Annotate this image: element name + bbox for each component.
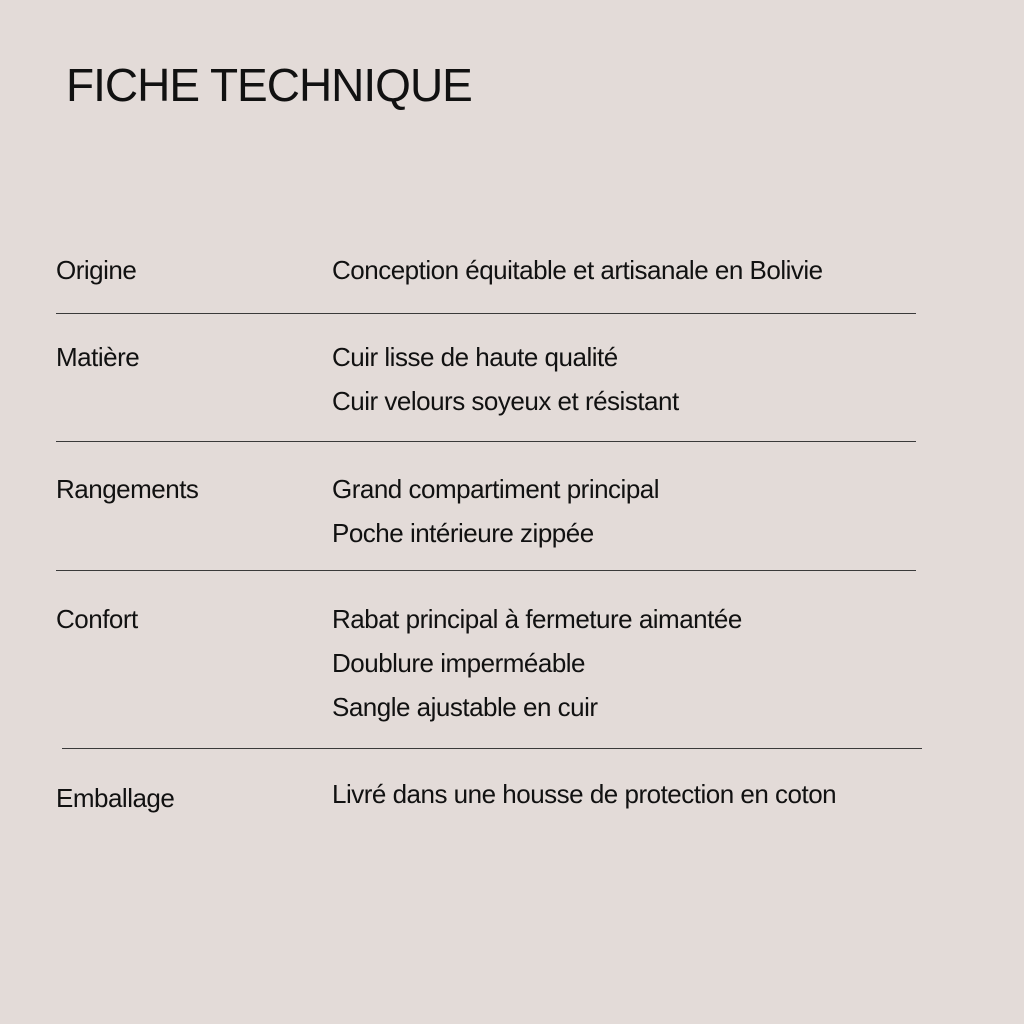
spec-values-emballage (332, 772, 836, 816)
spec-value: Conception équitable et artisanale en Bolivie (332, 255, 823, 285)
spec-label-origine: Origine (56, 255, 137, 285)
spec-values-rangements (332, 467, 659, 555)
spec-values-origine (332, 248, 823, 292)
divider (56, 313, 916, 314)
spec-value: Livré dans une housse de protection en coton (332, 779, 837, 809)
spec-label-confort: Confort (56, 604, 138, 634)
spec-values-matiere (332, 335, 679, 423)
spec-label-matiere: Matière (56, 342, 140, 372)
spec-value: Cuir velours soyeux et résistant (332, 386, 679, 416)
page-title: FICHE TECHNIQUE (66, 59, 472, 111)
spec-label-rangements: Rangements (56, 474, 199, 504)
spec-value: Sangle ajustable en cuir (332, 692, 598, 722)
spec-value: Poche intérieure zippée (332, 518, 594, 548)
spec-value: Cuir lisse de haute qualité (332, 342, 618, 372)
spec-label-emballage: Emballage (56, 783, 175, 813)
divider (56, 441, 916, 442)
spec-value: Grand compartiment principal (332, 474, 660, 504)
spec-values-confort (332, 597, 742, 729)
spec-value: Rabat principal à fermeture aimantée (332, 604, 742, 634)
spec-value: Doublure imperméable (332, 648, 586, 678)
divider (56, 570, 916, 571)
divider (62, 748, 922, 749)
